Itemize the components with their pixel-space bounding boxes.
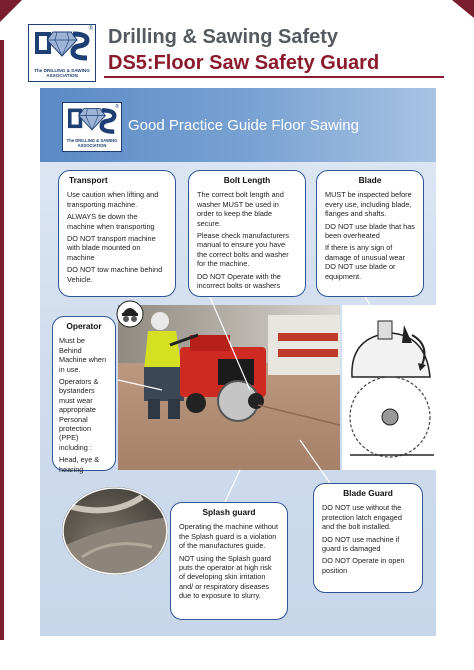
blade-guard-line: DO NOT use without the protection latch engaged and the bolt installed. xyxy=(322,503,402,532)
operator-line: Operators & bystanders must wear appropriate Personal protection (PPE) including : xyxy=(59,377,99,452)
dsa-logo xyxy=(28,24,96,82)
blade-guard-line: DO NOT Operate in open position xyxy=(322,556,405,575)
transport-line: DO NOT transport machine with blade mounted on machine xyxy=(67,234,156,262)
dsa-diamond-icon xyxy=(66,105,118,137)
registered-mark: ® xyxy=(88,26,93,32)
splash-guard-closeup-photo xyxy=(62,487,168,575)
bolt-length-box xyxy=(188,170,306,297)
transport-line: DO NOT tow machine behind Vehicle. xyxy=(67,265,163,284)
splash-guard-line: NOT using the Splash guard puts the operator at high risk of developing skin irritation and/ or respiratory diseases due to exposure to slurry. xyxy=(179,553,272,601)
splash-guard-box xyxy=(170,502,288,620)
transport-heading: Transport xyxy=(69,175,108,185)
bolt-length-line: The correct bolt length and washer MUST be used in order to keep the blade secure. xyxy=(197,190,284,228)
operator-heading: Operator xyxy=(66,321,102,331)
dsa-diamond-icon xyxy=(33,28,91,64)
blade-line: DO NOT use blade that has been overheated xyxy=(325,221,415,241)
association-name: The DRILLING & SAWING ASSOCIATION xyxy=(66,138,118,149)
corner-decoration-right xyxy=(452,0,474,18)
ppe-helmet-icon xyxy=(116,300,144,328)
corner-decoration-left xyxy=(0,0,22,22)
operator-floor-saw-photo xyxy=(118,305,340,470)
blade-box xyxy=(316,170,424,297)
guide-title: Good Practice Guide Floor Sawing xyxy=(128,117,359,134)
dsa-logo-small xyxy=(62,102,122,152)
side-accent-bar xyxy=(0,40,4,640)
blade-line: MUST be inspected before every use, including blade, flanges and shafts. xyxy=(325,190,412,219)
blade-heading: Blade xyxy=(358,175,382,185)
bolt-length-heading: Bolt Length xyxy=(223,175,271,185)
bolt-length-line: Please check manufacturers manual to ensure you have the correct bolts and washer for the machine. xyxy=(197,231,290,269)
splash-guard-line: Operating the machine without the Splash guard is a violation of the manufactures guide. xyxy=(179,522,278,551)
transport-line: Use caution when lifting and transporting machine. xyxy=(67,190,159,209)
page-subtitle: DS5:Floor Saw Safety Guard xyxy=(108,52,380,74)
blade-guard-line: DO NOT use machine if guard is damaged xyxy=(322,534,400,554)
operator-box xyxy=(52,316,116,474)
transport-line: ALWAYS tie down the machine when transporting xyxy=(67,212,155,231)
title-divider xyxy=(104,76,444,78)
blade-guard-box xyxy=(313,483,423,593)
bolt-length-line: DO NOT Operate with the incorrect bolts or washers xyxy=(197,271,281,291)
registered-mark: ® xyxy=(115,104,119,110)
blade-guard-heading: Blade Guard xyxy=(343,488,393,498)
page-title: Drilling & Sawing Safety xyxy=(108,26,339,48)
splash-guard-heading: Splash guard xyxy=(202,507,256,517)
operator-line: Head, eye & hearing xyxy=(59,455,100,474)
association-name: The DRILLING & SAWING ASSOCIATION xyxy=(34,68,90,78)
blade-line: If there is any sign of damage of unusual wear DO NOT use blade or equipment. xyxy=(325,243,405,281)
blade-guard-diagram xyxy=(342,305,440,470)
operator-line: Must be Behind Machine when in use. xyxy=(59,336,107,374)
transport-box xyxy=(58,170,176,297)
